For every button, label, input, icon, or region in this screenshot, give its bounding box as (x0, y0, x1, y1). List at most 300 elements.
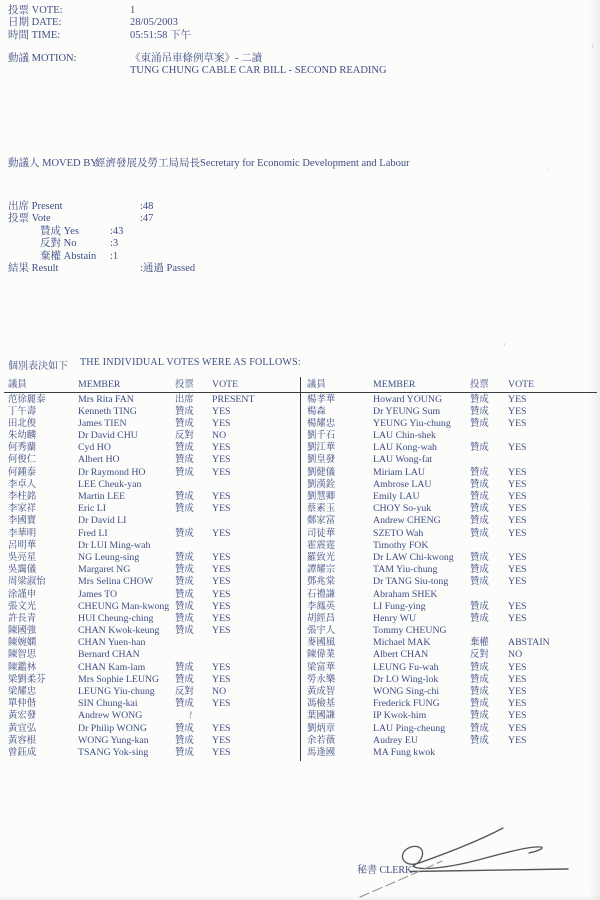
header-member-en: MEMBER (373, 379, 416, 390)
votes-table-right (300, 379, 600, 759)
table-row (0, 528, 300, 540)
member-name-en: WONG Yung-kan (78, 734, 149, 746)
member-name-cn: 呂明華 (8, 540, 37, 551)
vote-cn: 贊成 (175, 406, 194, 417)
vote-cn: 贊成 (470, 516, 489, 527)
table-row (0, 442, 300, 454)
table-row (0, 747, 300, 759)
yes-count: :43 (110, 225, 124, 237)
table-row (300, 735, 600, 747)
table-row (0, 394, 300, 406)
member-name-cn: 陳國強 (8, 626, 37, 637)
member-name-cn: 劉漢銓 (307, 479, 336, 490)
member-name-cn: 陳智思 (8, 650, 37, 661)
member-name-en: Audrey EU (373, 734, 418, 746)
vote-cn: 贊成 (470, 723, 489, 734)
member-name-en: NG Leung-sing (78, 551, 140, 563)
vote-cn (470, 454, 508, 466)
vote-cn: 贊成 (470, 492, 489, 502)
abstain-label: 棄權 Abstain (40, 250, 97, 262)
member-name-en: CHAN Kwok-keung (78, 625, 160, 637)
motion-value (130, 53, 387, 78)
member-name-en: LAU Ping-cheung (373, 722, 446, 734)
vote-en: YES (508, 551, 527, 563)
member-name-cn: 張宇人 (307, 626, 336, 637)
table-row (300, 613, 600, 625)
table-row (300, 710, 600, 722)
member-name-cn: 李鳳英 (307, 601, 336, 612)
member-name-cn: 黃宜弘 (8, 723, 37, 734)
motion-row (8, 53, 387, 78)
member-name-cn: 何鍾泰 (8, 467, 37, 478)
vote-cn: 贊成 (175, 528, 194, 539)
date-label: 日期 DATE: (8, 17, 62, 29)
member-name-en: Dr David CHU (78, 430, 138, 442)
vote-cn: 贊成 (175, 589, 194, 600)
vote-en: YES (508, 722, 527, 734)
table-row (0, 467, 300, 479)
member-name-cn: 曾鈺成 (8, 747, 37, 758)
member-name-cn: 司徒華 (307, 528, 336, 539)
member-name-en: Andrew CHENG (373, 515, 441, 527)
vote-en: YES (508, 466, 527, 478)
vote-cn: 反對 (470, 650, 489, 661)
vote-cn (470, 625, 508, 637)
vote-cn: 贊成 (175, 577, 194, 588)
yes-label: 贊成 Yes (40, 225, 79, 237)
vote-cn: 贊成 (470, 443, 489, 454)
date-row (8, 17, 191, 29)
vote-en: YES (212, 698, 231, 710)
vote-cn: 贊成 (470, 406, 489, 417)
vote-en: YES (508, 661, 527, 673)
vote-cn: 贊成 (175, 699, 194, 710)
vote-en: YES (212, 454, 231, 466)
result-row (8, 263, 195, 275)
table-row (300, 552, 600, 564)
vote-count-row (8, 213, 195, 225)
member-name-cn: 丁午壽 (8, 406, 37, 417)
table-row (0, 710, 300, 722)
clerk-label: 秘書 CLERK (357, 865, 413, 876)
votes-table-left (0, 379, 300, 759)
table-row (300, 662, 600, 674)
result-value: :通過 Passed (140, 263, 196, 275)
member-name-cn: 單仲偕 (8, 699, 37, 710)
scan-artifact-tick: ' (592, 44, 594, 54)
vote-en: YES (508, 686, 527, 697)
table-row (300, 515, 600, 527)
member-name-cn: 勞永樂 (307, 674, 336, 685)
vote-en: NO (212, 686, 227, 697)
vote-cn: 贊成 (470, 565, 489, 576)
member-name-en: Dr LAW Chi-kwong (373, 551, 454, 563)
vote-en: YES (508, 442, 527, 454)
member-name-en: HUI Cheung-ching (78, 612, 154, 624)
vote-cn (175, 637, 212, 649)
table-row (300, 686, 600, 698)
member-name-en: Henry WU (373, 612, 417, 624)
member-name-cn: 何秀蘭 (8, 443, 37, 454)
vote-cn: 贊成 (470, 674, 489, 685)
moved-by-row (8, 158, 410, 170)
time-value: 05:51:58 下午 (130, 29, 191, 41)
vote-cn: 反對 (175, 431, 194, 442)
member-name-cn: 楊森 (307, 406, 326, 417)
member-name-cn: 劉健儀 (307, 467, 336, 478)
table-row (300, 698, 600, 710)
vote-en (212, 649, 300, 661)
vote-cn (175, 649, 212, 661)
member-name-cn: 蔡素玉 (307, 504, 336, 515)
vote-cn: 棄權 (470, 638, 489, 649)
individual-votes-heading-cn: 個別表決如下 (8, 361, 68, 372)
vote-en: YES (508, 710, 527, 722)
member-name-en: SZETO Wah (373, 527, 424, 539)
member-name-en: Mrs Selina CHOW (78, 576, 154, 588)
vote-en: YES (508, 503, 527, 515)
member-name-cn: 黃容根 (8, 735, 37, 746)
vote-cn: 贊成 (470, 394, 489, 405)
table-row (300, 589, 600, 601)
table-row (0, 503, 300, 515)
vote-en: NO (212, 430, 227, 442)
vote-cn (470, 540, 508, 552)
vote-en: YES (212, 466, 231, 478)
vote-en: YES (212, 600, 231, 612)
member-name-cn: 鄭家富 (307, 516, 336, 527)
vote-en (508, 454, 600, 466)
member-name-en: LAU Wong-fat (373, 454, 433, 466)
motion-label: 動議 MOTION: (8, 53, 77, 64)
present-row (8, 201, 195, 213)
table-row (0, 515, 300, 527)
table-row (0, 637, 300, 649)
vote-cn (175, 479, 212, 491)
vote-en: NO (508, 649, 523, 661)
table-row (300, 528, 600, 540)
table-row (0, 662, 300, 674)
vote-cn: 贊成 (175, 626, 194, 637)
vote-cn (470, 430, 508, 442)
vote-cn: 贊成 (175, 504, 194, 515)
table-row (300, 430, 600, 442)
vote-cn: 贊成 (175, 492, 194, 502)
member-name-en: TSANG Yok-sing (78, 746, 149, 758)
header-vote-cn: 投票 (470, 380, 489, 390)
member-name-en: Frederick FUNG (373, 698, 440, 710)
vote-en (508, 430, 600, 442)
vote-cn: 贊成 (470, 467, 489, 478)
vote-en: YES (508, 698, 527, 710)
vote-cn: 出席 (175, 394, 194, 405)
member-name-en: WONG Sing-chi (373, 686, 440, 697)
table-row (300, 467, 600, 479)
table-row (0, 406, 300, 418)
table-body-left (0, 394, 300, 760)
member-name-en: CHEUNG Man-kwong (78, 600, 170, 612)
member-name-cn: 何俊仁 (8, 455, 37, 466)
table-row (300, 576, 600, 588)
no-count: :3 (110, 238, 119, 250)
moved-by-label: 動議人 MOVED BY: (8, 158, 100, 169)
vote-cn: 反對 (175, 687, 194, 697)
vote-en: YES (508, 405, 527, 417)
member-name-cn: 霍震霆 (307, 540, 336, 551)
date-value: 28/05/2003 (130, 17, 178, 29)
individual-votes-heading (8, 357, 301, 372)
table-row (0, 735, 300, 747)
vote-en: YES (212, 564, 231, 576)
vote-en (508, 589, 600, 601)
table-row (0, 601, 300, 613)
member-name-cn: 周梁淑怡 (8, 577, 46, 588)
member-name-cn: 許長青 (8, 613, 37, 624)
vote-en: YES (212, 625, 231, 637)
vote-en: YES (508, 600, 527, 612)
member-name-cn: 涂謹申 (8, 589, 37, 600)
member-name-en: YEUNG Yiu-chung (373, 417, 451, 429)
member-name-en: Mrs Sophie LEUNG (78, 673, 160, 685)
member-name-cn: 劉江華 (307, 443, 336, 454)
table-row (300, 479, 600, 491)
vote-count-label: 投票 Vote (8, 213, 51, 225)
table-row (300, 625, 600, 637)
member-name-cn: 陳偉業 (307, 650, 336, 661)
vote-en: YES (212, 722, 231, 734)
vote-en: YES (212, 405, 231, 417)
member-name-en: CHOY So-yuk (373, 503, 432, 515)
table-row (300, 649, 600, 661)
table-row (300, 418, 600, 430)
header-member-cn: 議員 (8, 380, 27, 390)
member-name-en: Dr TANG Siu-tong (373, 576, 449, 588)
table-row (300, 442, 600, 454)
member-name-cn: 麥國風 (307, 638, 336, 649)
member-name-en: Dr Philip WONG (78, 722, 147, 734)
moved-by-value: 經濟發展及勞工局局長Secretary for Economic Development and Labour (95, 158, 410, 169)
vote-en (212, 515, 300, 527)
time-label: 時間 TIME: (8, 29, 61, 41)
vote-cn: 贊成 (470, 699, 489, 710)
vote-cn: 贊成 (175, 723, 194, 734)
vote-en: YES (212, 491, 231, 502)
member-name-cn: 胡經昌 (307, 613, 336, 624)
vote-cn: 贊成 (470, 552, 489, 563)
present-count: :48 (140, 201, 154, 212)
member-name-en: LEUNG Fu-wah (373, 661, 439, 673)
member-name-en: Timothy FOK (373, 539, 429, 551)
table-row (0, 723, 300, 735)
vote-cn: 贊成 (175, 552, 194, 563)
vote-cn: 贊成 (175, 443, 194, 454)
vote-en (508, 625, 600, 637)
vote-en (508, 540, 600, 552)
member-name-cn: 石禮謙 (307, 589, 336, 600)
member-name-en: LAU Chin-shek (373, 430, 436, 442)
table-row (0, 589, 300, 601)
member-name-en: Miriam LAU (373, 466, 425, 478)
member-name-cn: 陳婉嫻 (8, 638, 37, 649)
table-row (0, 418, 300, 430)
vote-cn: 贊成 (470, 662, 489, 673)
table-row (300, 394, 600, 406)
vote-cn: 贊成 (175, 662, 194, 673)
member-name-cn: 吳靄儀 (8, 565, 37, 576)
vote-cn: 贊成 (175, 747, 194, 758)
clerk-signature (330, 815, 600, 900)
vote-en: YES (508, 564, 527, 576)
member-name-cn: 陳鑑林 (8, 662, 37, 673)
vote-cn: 贊成 (470, 577, 489, 588)
vote-cn: 贊成 (470, 528, 489, 539)
table-row (0, 686, 300, 698)
member-name-cn: 吳亮星 (8, 552, 37, 563)
vote-count: :47 (140, 213, 154, 225)
vote-en: YES (508, 576, 527, 588)
vote-en: YES (508, 478, 527, 490)
vote-en: YES (508, 417, 527, 429)
member-name-en: SIN Chung-kai (78, 698, 138, 710)
member-name-en: Howard YOUNG (373, 393, 443, 405)
member-name-en: Eric LI (78, 503, 107, 515)
member-name-cn: 余若薇 (307, 735, 336, 746)
time-row (8, 30, 191, 42)
table-row (0, 491, 300, 503)
member-name-en: CHAN Yuen-han (78, 637, 146, 649)
vote-en: PRESENT (212, 393, 255, 405)
table-row (0, 564, 300, 576)
member-name-cn: 梁劉柔芬 (8, 674, 46, 685)
member-name-en: Emily LAU (373, 491, 420, 502)
vote-en (212, 540, 300, 552)
vote-cn: 贊成 (470, 735, 489, 746)
member-name-cn: 劉炳章 (307, 723, 336, 734)
vote-cn: 贊成 (175, 735, 194, 746)
member-name-en: TAM Yiu-chung (373, 564, 438, 576)
table-row (0, 479, 300, 491)
member-name-cn: 田北俊 (8, 418, 37, 429)
table-row (0, 454, 300, 466)
vote-cn: 贊成 (175, 418, 194, 429)
scan-artifact-tick: ' (504, 342, 506, 352)
vote-cn: 贊成 (470, 418, 489, 429)
member-name-en: Dr LO Wing-lok (373, 673, 439, 685)
vote-en: YES (212, 746, 231, 758)
vote-cn (175, 515, 212, 527)
member-name-cn: 黃宏發 (8, 711, 37, 722)
table-row (300, 564, 600, 576)
result-label: 結果 Result (8, 263, 59, 275)
member-name-en: Dr LUI Ming-wah (78, 539, 151, 551)
table-body-right (300, 394, 600, 760)
vote-en: YES (212, 417, 231, 429)
member-name-cn: 張文光 (8, 601, 37, 612)
vote-en (508, 747, 600, 759)
vote-cn (470, 589, 508, 601)
motion-title-en: TUNG CHUNG CABLE CAR BILL - SECOND READING (130, 65, 387, 77)
member-name-en: Ambrose LAU (373, 478, 432, 490)
member-name-en: Bernard CHAN (78, 649, 140, 661)
motion-title-cn: 《東涌吊車條例草案》- 二讀 (130, 53, 263, 64)
vote-cn: 贊成 (175, 455, 194, 466)
header-vote-en: VOTE (212, 379, 239, 390)
vote-cn: 贊成 (470, 687, 489, 697)
vote-en (212, 710, 300, 722)
vote-cn: 贊成 (175, 674, 194, 685)
vote-cn: 贊成 (175, 565, 194, 576)
member-name-en: Dr David LI (78, 515, 127, 527)
table-row (300, 491, 600, 503)
table-row (0, 576, 300, 588)
member-name-cn: 譚耀宗 (307, 565, 336, 576)
yes-row (40, 226, 195, 238)
abstain-row (40, 251, 195, 263)
member-name-en: LEUNG Yiu-chung (78, 686, 155, 697)
member-name-en: Mrs Rita FAN (78, 393, 134, 405)
vote-en: YES (212, 503, 231, 515)
table-row (0, 698, 300, 710)
vote-en: YES (508, 734, 527, 746)
member-name-en: James TO (78, 588, 118, 600)
member-name-en: James TIEN (78, 417, 127, 429)
table-row (300, 454, 600, 466)
vote-cn: 贊成 (175, 613, 194, 624)
vote-en (212, 479, 300, 491)
member-name-en: Abraham SHEK (373, 588, 438, 600)
header-vote-en: VOTE (508, 379, 535, 390)
vote-en: YES (212, 612, 231, 624)
abstain-count: :1 (110, 250, 119, 262)
member-name-cn: 李國寶 (8, 516, 37, 527)
table-row (300, 747, 600, 759)
vote-cn (175, 540, 212, 552)
table-row (300, 723, 600, 735)
vote-number-value: 1 (130, 5, 136, 16)
table-row (0, 613, 300, 625)
vote-number-row (8, 5, 191, 17)
vote-en: ABSTAIN (508, 637, 550, 649)
table-row (300, 540, 600, 552)
vote-en: YES (508, 673, 527, 685)
member-name-en: LEE Cheuk-yan (78, 478, 142, 490)
member-name-en: CHAN Kam-lam (78, 661, 146, 673)
member-name-cn: 羅致光 (307, 552, 336, 563)
member-name-cn: 葉國謙 (307, 711, 336, 722)
member-name-en: IP Kwok-him (373, 710, 427, 722)
member-name-en: Dr Raymond HO (78, 466, 146, 478)
vote-en: YES (212, 673, 231, 685)
table-row (0, 674, 300, 686)
vote-en: YES (212, 442, 231, 454)
vote-cn: 贊成 (470, 613, 489, 624)
vote-en: YES (508, 393, 527, 405)
present-label: 出席 Present (8, 201, 63, 212)
scan-artifact-tick: ' (548, 166, 550, 176)
table-row (300, 637, 600, 649)
table-row (0, 540, 300, 552)
member-name-cn: 梁富華 (307, 662, 336, 673)
table-row (0, 649, 300, 661)
vote-cn: 贊成 (470, 479, 489, 490)
no-row (40, 238, 195, 250)
member-name-en: Martin LEE (78, 491, 126, 502)
vote-cn: 贊成 (470, 504, 489, 515)
vote-cn: 贊成 (470, 711, 489, 722)
member-name-en: Tommy CHEUNG (373, 625, 447, 637)
member-name-cn: 朱幼麟 (8, 431, 37, 442)
header-vote-cn: 投票 (175, 380, 194, 390)
